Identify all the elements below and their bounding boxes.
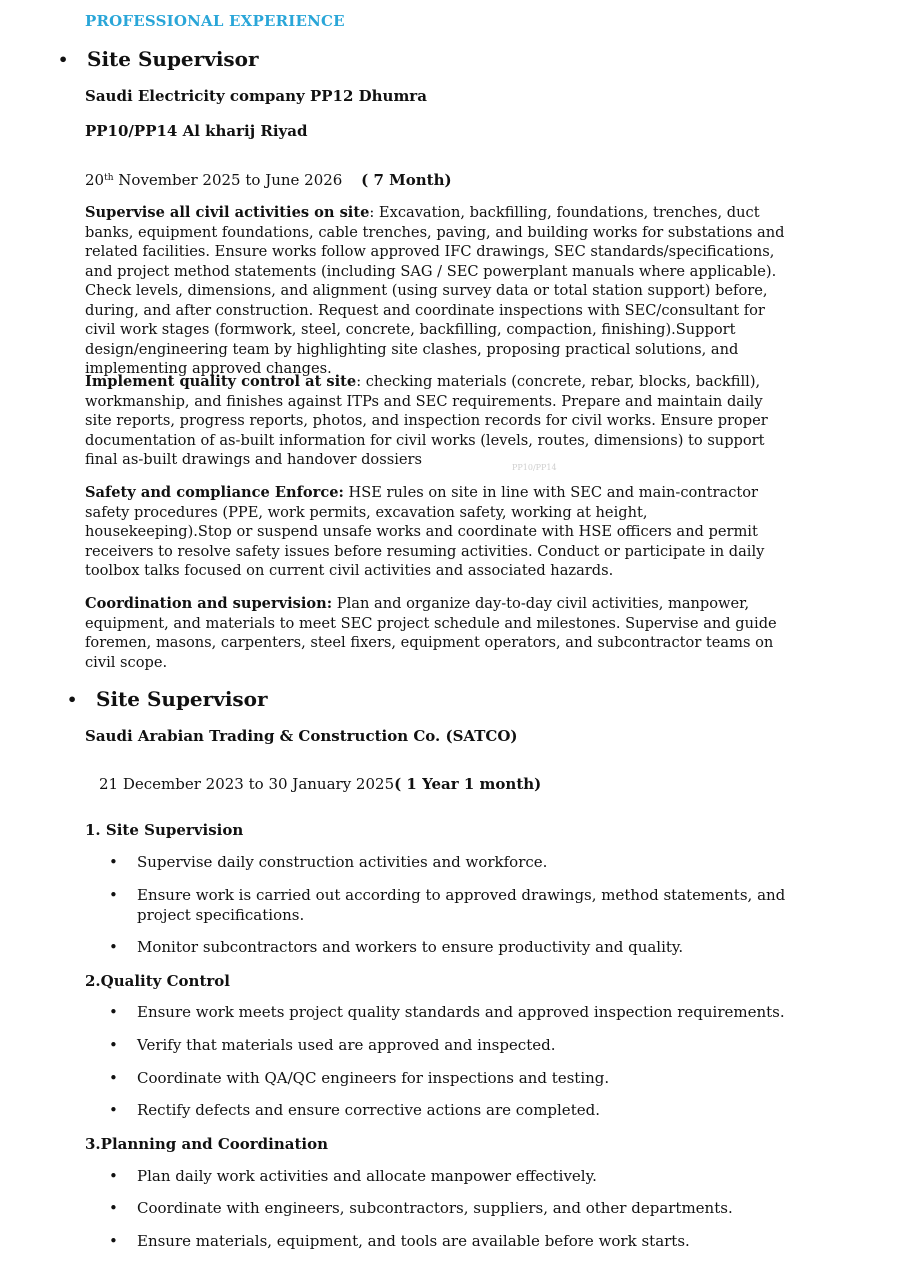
job2-company: Saudi Arabian Trading & Construction Co. (SATCO): [85, 727, 518, 745]
list-bullet-icon: •: [109, 1199, 118, 1217]
job1-company-line1: Saudi Electricity company PP12 Dhumra: [85, 87, 427, 105]
job1-date-sup: th: [104, 173, 114, 183]
job1-p4-bold: Coordination and supervision:: [85, 595, 333, 612]
job1-p1-bold: Supervise all civil activities on site: [85, 204, 370, 221]
job2-heading-quality-control: 2.Quality Control: [85, 972, 230, 990]
job1-date-rest: November 2025 to June 2026: [113, 171, 343, 189]
list-item: Verify that materials used are approved and inspected.: [137, 1036, 556, 1054]
job1-date: [85, 168, 452, 190]
job1-paragraph-4: [85, 594, 785, 672]
job1-title: Site Supervisor: [87, 47, 259, 71]
list-bullet-icon: •: [109, 1069, 118, 1087]
list-item: Ensure work meets project quality standards and approved inspection requirements.: [137, 1003, 785, 1021]
list-item: Monitor subcontractors and workers to ensure productivity and quality.: [137, 938, 684, 956]
list-item: Plan daily work activities and allocate manpower effectively.: [137, 1167, 597, 1185]
job1-paragraph-3: [85, 483, 785, 581]
job2-heading-planning: 3.Planning and Coordination: [85, 1135, 329, 1153]
list-bullet-icon: •: [109, 938, 118, 956]
job1-date-day: 20: [85, 171, 105, 189]
list-bullet-icon: •: [109, 853, 118, 871]
list-item: Coordinate with engineers, subcontractors, suppliers, and other departments.: [137, 1199, 733, 1217]
list-item: Coordinate with QA/QC engineers for inspections and testing.: [137, 1069, 610, 1087]
list-bullet-icon: •: [109, 1167, 118, 1185]
job2-heading-site-supervision: 1. Site Supervision: [85, 821, 244, 839]
section-heading: PROFESSIONAL EXPERIENCE: [85, 12, 345, 30]
list-item: Rectify defects and ensure corrective actions are completed.: [137, 1101, 600, 1119]
list-bullet-icon: •: [109, 1003, 118, 1021]
job1-p3-text: HSE rules on site in line with SEC and main-contractor safety procedures (PPE, work permits, excavation safety, working at height, housekeeping).Stop or suspend unsafe works and coordinate with HSE officers and permit receivers to resolve safety issues before resuming activities. Conduct or participate in daily toolbox talks focused on current civil activities and associated hazards.: [85, 484, 765, 579]
job2-date-line: [99, 774, 541, 794]
job1-duration: ( 7 Month): [361, 171, 452, 189]
list-bullet-icon: •: [109, 1036, 118, 1054]
list-item: Ensure work is carried out according to approved drawings, method statements, and project specifications.: [137, 886, 786, 924]
job1-p3-bold: Safety and compliance Enforce:: [85, 484, 344, 501]
job1-p2-bold: Implement quality control at site: [85, 373, 357, 390]
job1-p4-text: Plan and organize day-to-day civil activities, manpower, equipment, and materials to meet SEC project schedule and milestones. Supervise and guide foremen, masons, carpenters, steel fixers, equipment operators, and subcontractor teams on civil scope.: [85, 595, 777, 671]
job2-duration: ( 1 Year 1 month): [394, 775, 542, 793]
job1-company-line2: PP10/PP14 Al kharij Riyad: [85, 122, 308, 140]
job2-date: 21 December 2023 to 30 January 2025: [99, 775, 395, 793]
list-bullet-icon: •: [109, 886, 118, 904]
list-item: Supervise daily construction activities and workforce.: [137, 853, 548, 871]
job1-paragraph-1: [85, 203, 785, 379]
watermark-text: PP10/PP14: [512, 463, 557, 472]
job1-p1-text: : Excavation, backfilling, foundations, trenches, duct banks, equipment foundations, cable trenches, paving, and building works for substations and related facilities. Ensure works follow approved IFC drawings, SEC standards/specifications, and project method statements (including SAG / SEC powerplant manuals where applicable). Check levels, dimensions, and alignment (using survey data or total station support) before, during, and after construction. Request and coordinate inspections with SEC/consultant for civil work stages (formwork, steel, concrete, backfilling, compaction, finishing).Support design/engineering team by highlighting site clashes, proposing practical solutions, and implementing approved changes.: [85, 204, 785, 377]
job1-bullet-icon: •: [58, 50, 69, 69]
list-bullet-icon: •: [109, 1232, 118, 1250]
job2-title: Site Supervisor: [96, 687, 268, 711]
job2-bullet-icon: •: [67, 690, 78, 709]
job1-paragraph-2: [85, 372, 785, 470]
list-bullet-icon: •: [109, 1101, 118, 1119]
job1-p2-text: : checking materials (concrete, rebar, blocks, backfill), workmanship, and finishes against ITPs and SEC requirements. Prepare and maintain daily site reports, progress reports, photos, and inspection records for civil works. Ensure proper documentation of as-built information for civil works (levels, routes, dimensions) to support final as-built drawings and handover dossiers: [85, 373, 768, 468]
list-item: Ensure materials, equipment, and tools are available before work starts.: [137, 1232, 690, 1250]
